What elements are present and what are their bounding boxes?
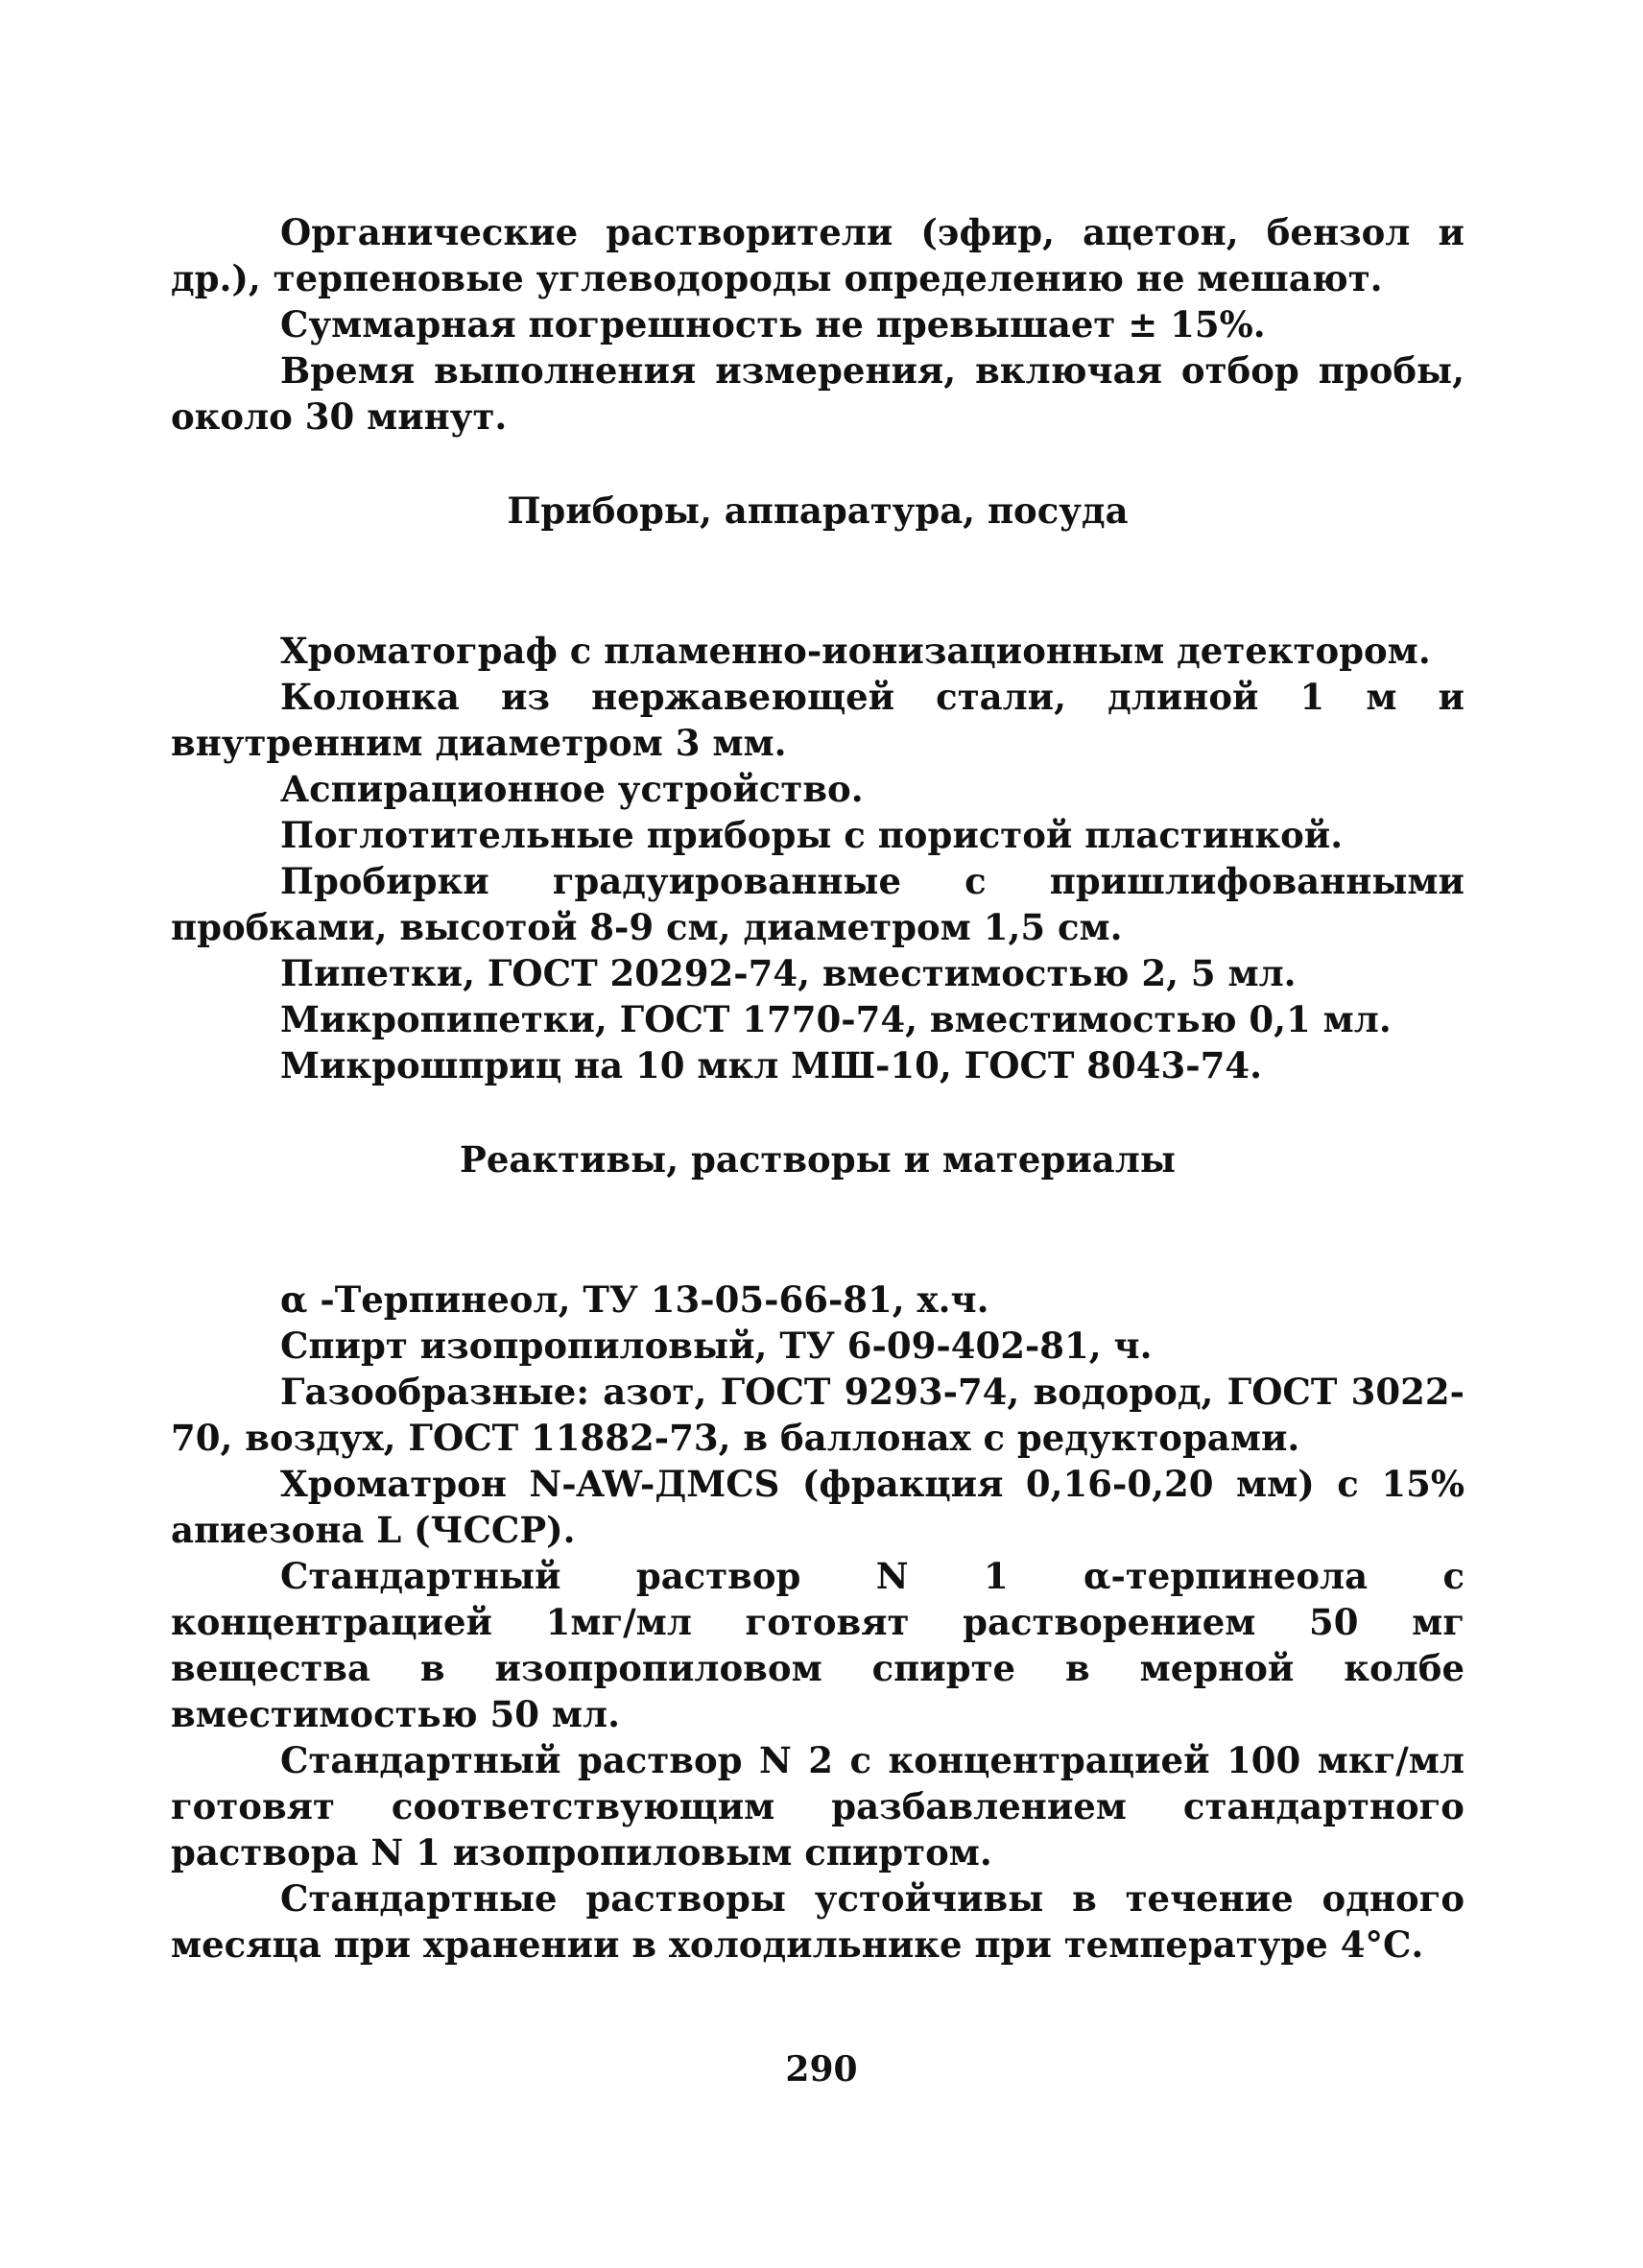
reagent-item: Стандартный раствор N 1 α-терпинеола с концентрацией 1мг/мл готовят растворением 50 мг вещества в изопропиловом спирте в мерной колбе вместимостью 50 мл.	[171, 1555, 1464, 1735]
reagent-item: Газообразные: азот, ГОСТ 9293-74, водород, ГОСТ 3022-70, воздух, ГОСТ 11882-73, в баллонах с редукторами.	[171, 1371, 1464, 1459]
page-number: 290	[785, 2049, 858, 2089]
equipment-item: Микропипетки, ГОСТ 1770-74, вместимостью 0,1 мл.	[280, 998, 1392, 1040]
equipment-item: Хроматограф с пламенно-ионизационным детектором.	[280, 630, 1431, 672]
equipment-item: Аспирационное устройство.	[280, 768, 864, 810]
section-heading-reagents: Реактивы, растворы и материалы	[460, 1138, 1176, 1181]
equipment-item: Пипетки, ГОСТ 20292-74, вместимостью 2, 5 мл.	[280, 952, 1297, 994]
section-heading-equipment: Приборы, аппаратура, посуда	[507, 489, 1129, 532]
intro-paragraph-3: Время выполнения измерения, включая отбор пробы, около 30 минут.	[171, 349, 1464, 438]
equipment-item: Колонка из нержавеющей стали, длиной 1 м и внутренним диаметром 3 мм.	[171, 676, 1464, 764]
equipment-item: Пробирки градуированные с пришлифованными пробками, высотой 8-9 см, диаметром 1,5 см.	[171, 860, 1464, 948]
reagent-item: α -Терпинеол, ТУ 13-05-66-81, х.ч.	[280, 1278, 989, 1321]
equipment-item: Поглотительные приборы с пористой пластинкой.	[280, 814, 1344, 856]
reagent-item: Хроматрон N-AW-ДМCS (фракция 0,16-0,20 мм) с 15% апиезона L (ЧССР).	[171, 1463, 1464, 1551]
reagent-item: Стандартный раствор N 2 с концентрацией 100 мкг/мл готовят соответствующим разбавлением стандартного раствора N 1 изопропиловым спиртом.	[171, 1739, 1464, 1874]
reagent-item: Спирт изопропиловый, ТУ 6-09-402-81, ч.	[280, 1325, 1153, 1367]
intro-paragraph-1: Органические растворители (эфир, ацетон, бензол и др.), терпеновые углеводороды определению не мешают.	[171, 211, 1464, 299]
equipment-item: Микрошприц на 10 мкл МШ-10, ГОСТ 8043-74.	[280, 1044, 1263, 1086]
reagent-item: Стандартные растворы устойчивы в течение одного месяца при хранении в холодильнике при температуре 4°С.	[171, 1877, 1464, 1966]
page-body	[171, 209, 1464, 1968]
intro-paragraph-2: Суммарная погрешность не превышает ± 15%.	[280, 303, 1266, 346]
